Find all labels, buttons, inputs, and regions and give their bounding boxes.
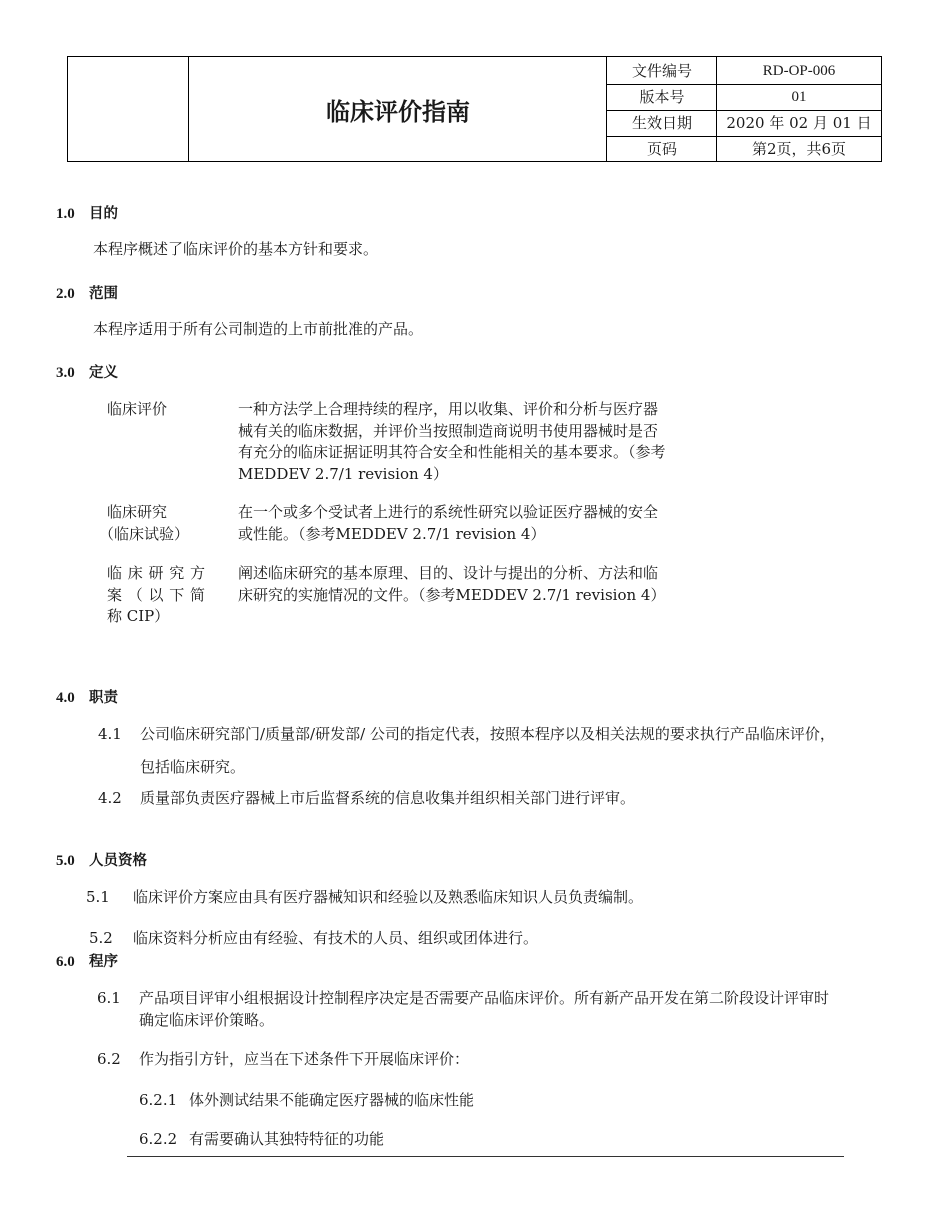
section-title: 人员资格 xyxy=(89,853,147,869)
item-number: 4.1 xyxy=(98,725,122,743)
definition-description xyxy=(238,502,713,545)
section-title: 程序 xyxy=(89,954,118,970)
item-text-line: 确定临床评价策略。 xyxy=(139,1011,275,1029)
section-number: 4.0 xyxy=(56,690,75,706)
section-heading xyxy=(56,950,118,971)
section-title: 范围 xyxy=(89,286,118,302)
section-heading xyxy=(56,202,118,223)
desc-line: 或性能。（参考MEDDEV 2.7/1 revision 4） xyxy=(238,524,546,543)
desc-line: 阐述临床研究的基本原理、目的、设计与提出的分析、方法和临 xyxy=(238,564,659,582)
document-title: 临床评价指南 xyxy=(326,97,470,126)
item-text-line: 公司临床研究部门/质量部/研发部/ 公司的指定代表，按照本程序以及相关法规的要求执行产品临床评价， xyxy=(140,725,835,743)
version-value: 01 xyxy=(791,89,807,105)
desc-line: 床研究的实施情况的文件。（参考MEDDEV 2.7/1 revision 4） xyxy=(238,585,666,604)
term-line: 临床研究方 xyxy=(107,564,205,582)
paragraph: 本程序适用于所有公司制造的上市前批准的产品。 xyxy=(93,320,424,338)
section-title: 职责 xyxy=(89,690,118,706)
item-number: 6.1 xyxy=(97,989,121,1007)
page-label: 页码 xyxy=(646,140,677,158)
definition-description xyxy=(238,563,713,606)
list-item xyxy=(97,988,897,1033)
page-number-value: 第2页，共6页 xyxy=(751,140,847,158)
desc-line: 械有关的临床数据，并评价当按照制造商说明书使用器械时是否 xyxy=(238,421,659,440)
item-number: 4.2 xyxy=(98,789,122,807)
item-number: 6.2.1 xyxy=(139,1091,178,1109)
definition-description xyxy=(238,399,713,485)
desc-line: MEDDEV 2.7/1 revision 4） xyxy=(238,464,448,483)
term-line: （临床试验） xyxy=(99,524,190,543)
item-number: 6.2.2 xyxy=(139,1130,178,1148)
list-item xyxy=(98,724,898,784)
item-text-line: 产品项目评审小组根据设计控制程序决定是否需要产品临床评价。所有新产品开发在第二阶段设计评审时 xyxy=(139,989,830,1007)
section-number: 1.0 xyxy=(56,206,75,222)
definition-term xyxy=(107,399,207,421)
item-text: 临床资料分析应由有经验、有技术的人员、组织或团体进行。 xyxy=(133,929,539,947)
section-heading xyxy=(56,282,118,303)
doc-number-label: 文件编号 xyxy=(631,62,692,80)
definition-term xyxy=(107,563,205,628)
version-label: 版本号 xyxy=(639,88,685,106)
list-item xyxy=(98,788,898,812)
term-line: 案（以下简 xyxy=(107,585,205,604)
item-text-line: 包括临床研究。 xyxy=(140,758,246,776)
doc-number-value: RD-OP-006 xyxy=(762,63,836,79)
item-number: 5.1 xyxy=(86,888,110,906)
item-text: 有需要确认其独特特征的功能 xyxy=(189,1130,385,1148)
section-heading xyxy=(56,849,147,870)
section-title: 定义 xyxy=(89,365,118,381)
sub-list-item xyxy=(139,1129,839,1153)
footer-rule xyxy=(127,1156,844,1157)
item-text-line: 质量部负责医疗器械上市后监督系统的信息收集并组织相关部门进行评审。 xyxy=(140,789,636,807)
paragraph: 本程序概述了临床评价的基本方针和要求。 xyxy=(93,240,379,258)
section-heading xyxy=(56,361,118,382)
list-item xyxy=(97,1049,897,1073)
section-number: 3.0 xyxy=(56,365,75,381)
desc-line: 在一个或多个受试者上进行的系统性研究以验证医疗器械的安全 xyxy=(238,503,659,521)
section-heading xyxy=(56,686,118,707)
desc-line: 一种方法学上合理持续的程序，用以收集、评价和分析与医疗器 xyxy=(238,400,659,418)
section-number: 2.0 xyxy=(56,286,75,302)
definition-term xyxy=(99,502,207,545)
list-item xyxy=(86,887,886,911)
term-line: 临床研究 xyxy=(107,503,168,521)
desc-line: 有充分的临床证据证明其符合安全和性能相关的基本要求。（参考 xyxy=(238,443,666,461)
term-line: 临床评价 xyxy=(107,400,168,418)
list-item xyxy=(89,928,889,952)
item-text: 临床评价方案应由具有医疗器械知识和经验以及熟悉临床知识人员负责编制。 xyxy=(133,888,644,906)
effective-date-value: 2020 年 02 月 01 日 xyxy=(726,114,872,132)
section-number: 5.0 xyxy=(56,853,75,869)
term-line: 称 CIP） xyxy=(107,607,170,625)
document-header-table xyxy=(67,56,882,162)
section-number: 6.0 xyxy=(56,954,75,970)
item-text: 体外测试结果不能确定医疗器械的临床性能 xyxy=(189,1091,475,1109)
item-text-line: 作为指引方针，应当在下述条件下开展临床评价： xyxy=(139,1050,470,1068)
item-number: 6.2 xyxy=(97,1050,121,1068)
effective-date-label: 生效日期 xyxy=(631,114,692,132)
item-number: 5.2 xyxy=(89,929,113,947)
sub-list-item xyxy=(139,1090,839,1114)
section-title: 目的 xyxy=(89,206,118,222)
